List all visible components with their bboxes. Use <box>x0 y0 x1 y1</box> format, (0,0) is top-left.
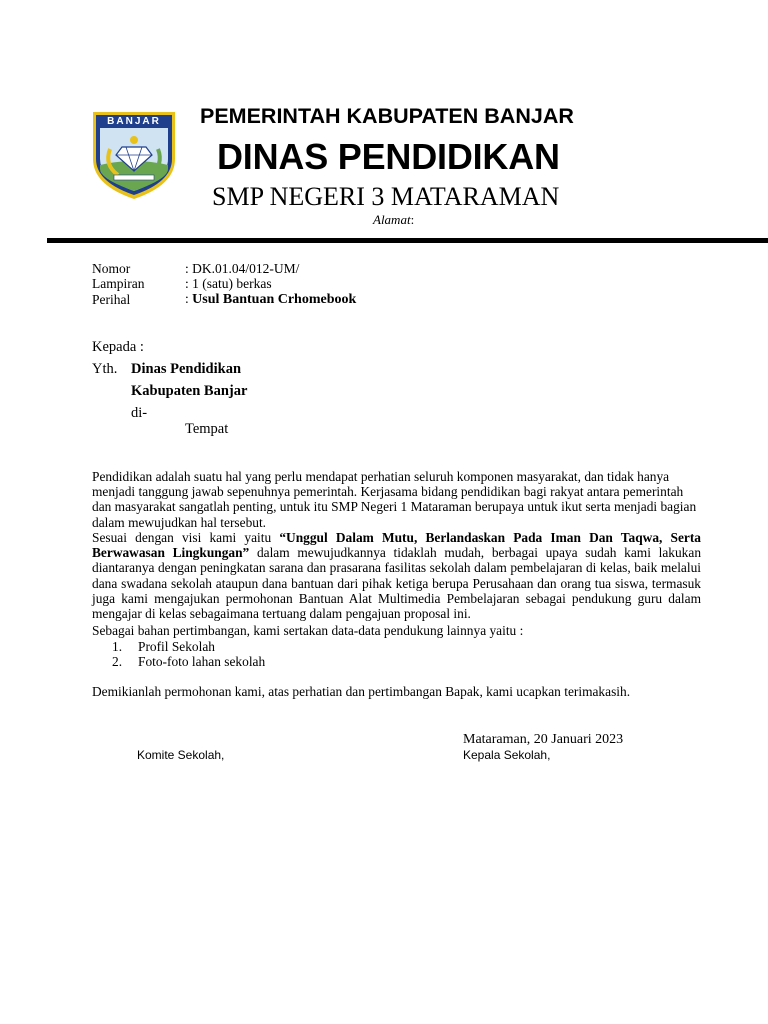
attachment-item: Foto-foto lahan sekolah <box>138 654 266 669</box>
attachment-item: Profil Sekolah <box>138 639 215 654</box>
paragraph-2-intro: Sesuai dengan visi kami yaitu <box>92 530 280 545</box>
header-divider <box>47 238 768 243</box>
perihal-label: Perihal <box>92 292 131 307</box>
body-paragraph-2 <box>92 530 701 621</box>
kepada-label: Kepada : <box>92 339 144 355</box>
lampiran-value: : 1 (satu) berkas <box>185 276 272 291</box>
lampiran-label: Lampiran <box>92 276 145 291</box>
attachment-number: 1. <box>112 639 123 654</box>
school-vision: “Unggul Dalam Mutu, Berlandaskan Pada Iman Dan Taqwa, Serta Berwawasan Lingkungan” <box>92 530 702 561</box>
regency-emblem-logo <box>90 109 178 201</box>
nomor-label: Nomor <box>92 261 131 276</box>
office-title: DINAS PENDIDIKAN <box>217 136 560 177</box>
closing-sentence: Demikianlah permohonan kami, atas perhatian dan pertimbangan Bapak, kami ucapkan terimakasih. <box>92 684 631 699</box>
body-paragraph-1: Pendidikan adalah suatu hal yang perlu mendapat perhatian seluruh komponen masyarakat, dan tidak hanya menjadi tanggung jawab sepenuhnya pemerintah. Kerjasama bidang pendidikan bagi rakyat antara pemerintah dan masyarakat sangatlah penting, untuk itu SMP Negeri 1 Mataraman berupaya untuk ikut serta menjadi bagian dalam mewujudkan hal tersebut. <box>92 469 697 530</box>
perihal-value-line <box>185 291 356 308</box>
address-colon: : <box>410 212 415 227</box>
place-and-date: Mataraman, 20 Januari 2023 <box>463 732 624 747</box>
committee-signature-label: Komite Sekolah, <box>137 748 225 762</box>
perihal-colon: : <box>185 291 193 306</box>
recipient-place: Tempat <box>185 421 229 437</box>
recipient-line-2: Kabupaten Banjar <box>131 383 248 399</box>
recipient-line-1: Dinas Pendidikan <box>131 361 242 377</box>
perihal-subject: Usul Bantuan Crhomebook <box>192 292 357 307</box>
government-title: PEMERINTAH KABUPATEN BANJAR <box>200 104 574 128</box>
address-line <box>373 212 414 228</box>
attachment-number: 2. <box>112 654 123 669</box>
logo-text: BANJAR <box>107 116 161 127</box>
nomor-value: : DK.01.04/012-UM/ <box>185 261 300 276</box>
address-label: Alamat <box>373 212 411 227</box>
recipient-di: di- <box>131 405 148 421</box>
paragraph-2-rest: dalam mewujudkannya tidaklah mudah, berbagai upaya sudah kami lakukan diantaranya dengan peningkatan sarana dan prasarana fasilitas sekolah dalam pembelajaran di kelas, baik melalui dana swadana sekolah ataupun dana bantuan dari pihak ketiga berupa Perusahaan dan orang tua siswa, termasuk juga kami mengajukan permohonan Bantuan Alat Multimedia Pembelajaran sebagai pendukung guru dalam mengajar di kelas sebagaimana tertuang dalam pengajuan proposal ini. <box>92 545 702 622</box>
body-paragraph-3: Sebagai bahan pertimbangan, kami sertakan data-data pendukung lainnya yaitu : <box>92 623 524 638</box>
principal-signature-label: Kepala Sekolah, <box>463 748 551 762</box>
school-name: SMP NEGERI 3 MATARAMAN <box>212 182 560 211</box>
yth-label: Yth. <box>92 361 118 377</box>
